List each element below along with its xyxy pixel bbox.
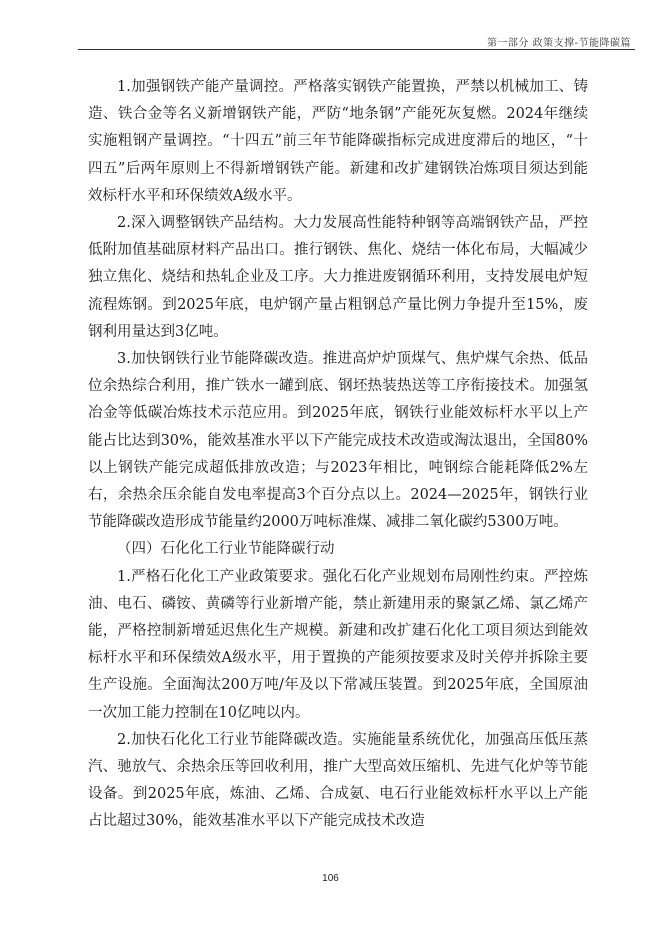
paragraph-steel-retrofit: 3.加快钢铁行业节能降碳改造。推进高炉炉顶煤气、焦炉煤气余热、低品位余热综合利用，推广铁水一罐到底、钢坯热装热送等工序衔接技术。加强氢冶金等低碳冶炼技术示范应用。到2025年底，钢铁行业能效标杆水平以上产能占比达到30%，能效基准水平以下产能完成技术改造或淘汰退出，全国80%以上钢铁产能完成超低排放改造；与2023年相比，吨钢综合能耗降低2%左右，余热余压余能自发电率提高3个百分点以上。2024—2025年，钢铁行业节能降碳改造形成节能量约2000万吨标准煤、减排二氧化碳约5300万吨。 <box>88 351 588 531</box>
paragraph-steel-capacity: 1.加强钢铁产能产量调控。严格落实钢铁产能置换，严禁以机械加工、铸造、铁合金等名义新增钢铁产能，严防“地条钢”产能死灰复燃。2024年继续实施粗钢产量调控。“十四五”前三年节能降碳指标完成进度滞后的地区，“十四五”后两年原则上不得新增钢铁产能。新建和改扩建钢铁冶炼项目须达到能效标杆水平和环保绩效A级水平。 <box>88 79 588 204</box>
page-number: 106 <box>322 873 339 884</box>
paragraph-steel-structure: 2.深入调整钢铁产品结构。大力发展高性能特种钢等高端钢铁产品，严控低附加值基础原材料产品出口。推行钢铁、焦化、烧结一体化布局，大幅减少独立焦化、烧结和热轧企业及工序。大力推进废钢循环利用，支持发展电炉短流程炼钢。到2025年底，电炉钢产量占粗钢总产量比例力争提升至15%，废钢利用量达到3亿吨。 <box>88 215 588 340</box>
paragraph-petrochem-retrofit: 2.加快石化化工行业节能降碳改造。实施能量系统优化，加强高压低压蒸汽、驰放气、余热余压等回收利用，推广大型高效压缩机、先进气化炉等节能设备。到2025年底，炼油、乙烯、合成氨、电石行业能效标杆水平以上产能占比超过30%，能效基准水平以下产能完成技术改造 <box>88 731 588 830</box>
header-divider <box>78 49 635 50</box>
section-heading-petrochemical: （四）石化化工行业节能降碳行动 <box>117 541 335 558</box>
paragraph-petrochem-policy: 1.严格石化化工产业政策要求。强化石化产业规划布局刚性约束。严控炼油、电石、磷铵、黄磷等行业新增产能，禁止新建用汞的聚氯乙烯、氯乙烯产能，严格控制新增延迟焦化生产规模。新建和改扩建石化化工项目须达到能效标杆水平和环保绩效A级水平，用于置换的产能须按要求及时关停并拆除主要生产设施。全面淘汰200万吨/年及以下常减压装置。到2025年底，全国原油一次加工能力控制在10亿吨以内。 <box>88 568 588 721</box>
running-header: 第一部分 政策支撑-节能降碳篇 <box>486 38 631 49</box>
document-body <box>88 74 588 836</box>
